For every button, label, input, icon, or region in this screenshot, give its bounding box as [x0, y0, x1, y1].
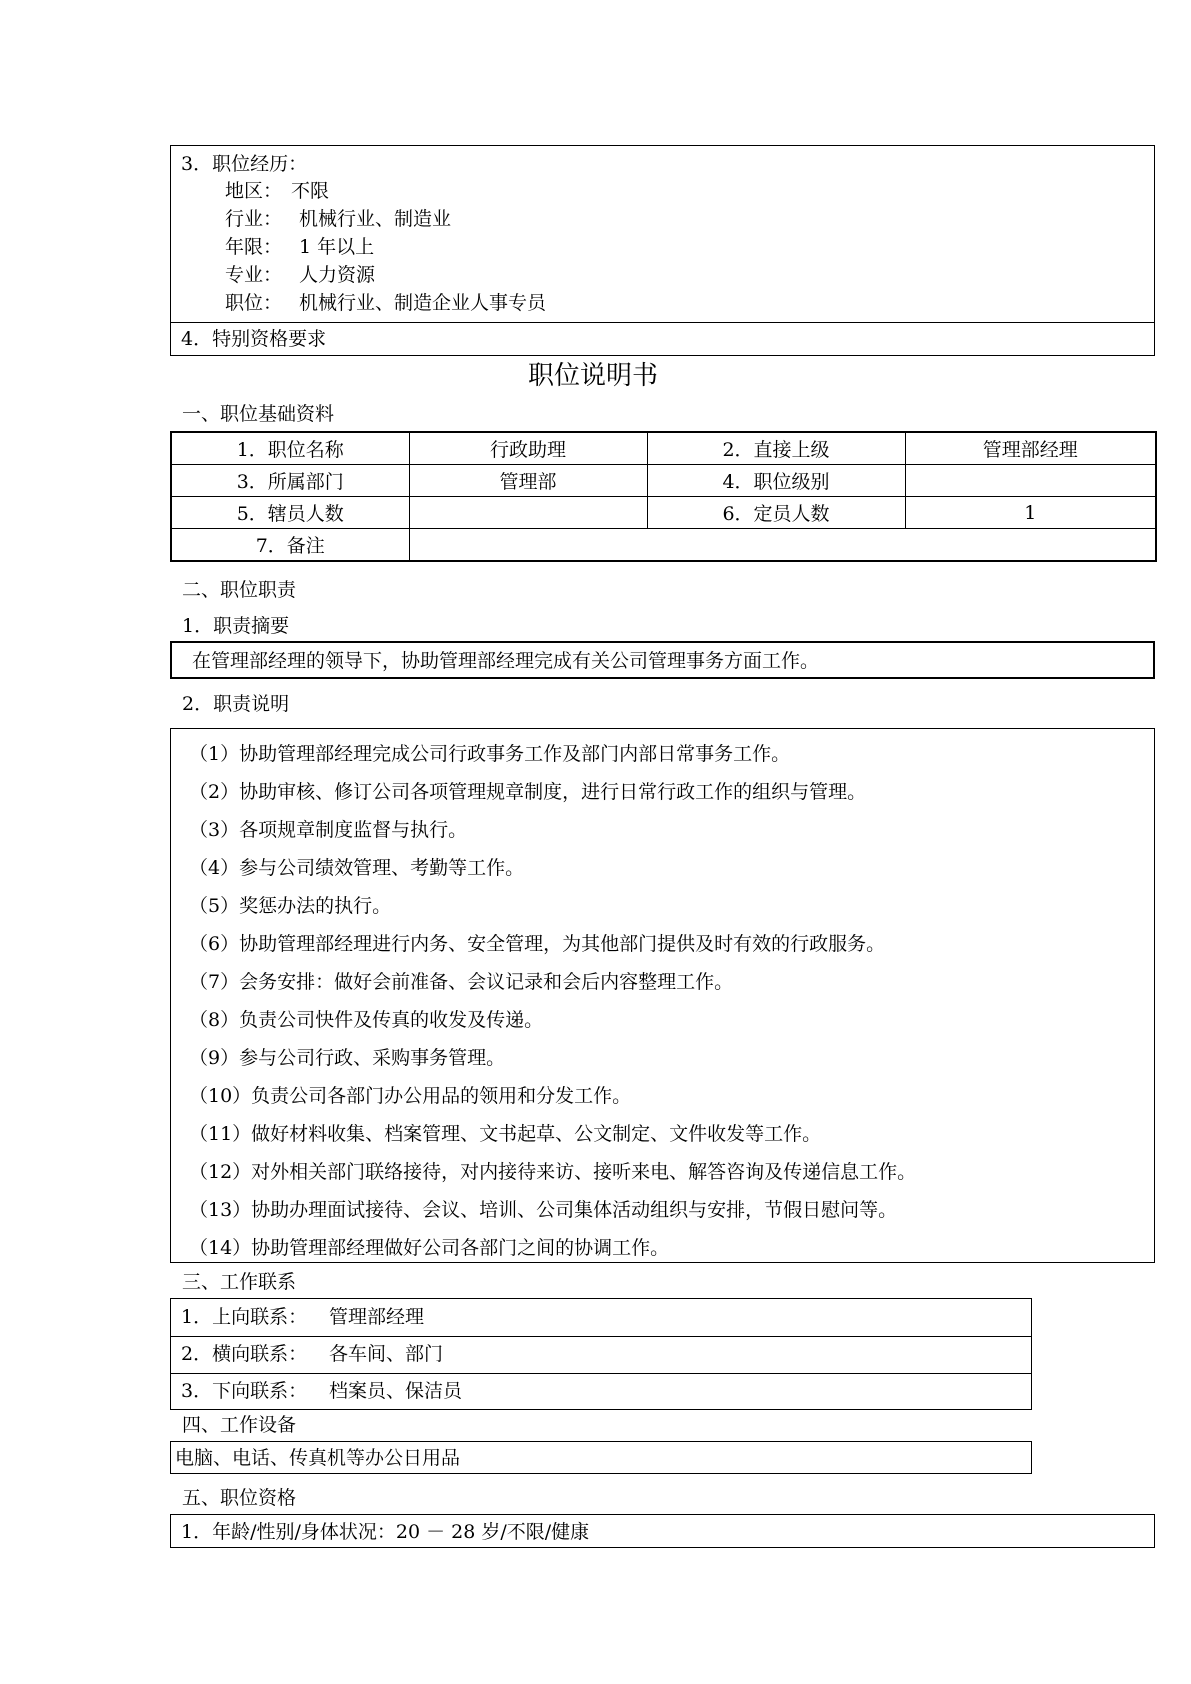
experience-major-value: 人力资源	[299, 264, 376, 286]
field-remark-label: 7．备注	[171, 529, 409, 562]
table-row	[171, 529, 1156, 562]
relation-upward-value: 管理部经理	[329, 1306, 425, 1328]
relation-downward-value: 档案员、保洁员	[329, 1380, 463, 1402]
field-subordinates-label: 5．辖员人数	[171, 497, 409, 529]
table-row	[171, 432, 1156, 465]
basic-info-table	[170, 431, 1157, 562]
relations-divider	[171, 1373, 1031, 1374]
field-supervisor-value: 管理部经理	[905, 432, 1156, 465]
field-department-label: 3．所属部门	[171, 465, 409, 497]
list-item: （1）协助管理部经理完成公司行政事务工作及部门内部日常事务工作。	[189, 743, 791, 765]
field-headcount-value: 1	[905, 497, 1156, 529]
field-supervisor-label: 2．直接上级	[647, 432, 905, 465]
field-position-name-value: 行政助理	[409, 432, 647, 465]
equipment-value: 电脑、电话、传真机等办公日用品	[175, 1447, 461, 1469]
field-headcount-label: 6．定员人数	[647, 497, 905, 529]
relations-divider	[171, 1336, 1031, 1337]
special-requirement: 4．特别资格要求	[181, 328, 327, 350]
experience-region-label: 地区：	[225, 180, 283, 202]
table-row	[171, 465, 1156, 497]
experience-title: 3．职位经历：	[181, 153, 308, 175]
list-item: （9）参与公司行政、采购事务管理。	[189, 1047, 506, 1069]
list-item: （7）会务安排：做好会前准备、会议记录和会后内容整理工作。	[189, 971, 734, 993]
field-department-value: 管理部	[409, 465, 647, 497]
section-relations-title: 三、工作联系	[182, 1271, 297, 1293]
relation-horizontal-label: 2．横向联系：	[181, 1343, 308, 1365]
experience-position-value: 机械行业、制造企业人事专员	[299, 292, 547, 314]
experience-box	[170, 145, 1155, 356]
list-item: （5）奖惩办法的执行。	[189, 895, 392, 917]
equipment-box	[170, 1441, 1032, 1474]
field-position-name-label: 1．职位名称	[171, 432, 409, 465]
page-title: 职位说明书	[528, 361, 659, 391]
relation-upward-label: 1．上向联系：	[181, 1306, 308, 1328]
experience-industry-value: 机械行业、制造业	[299, 208, 452, 230]
field-subordinates-value	[409, 497, 647, 529]
section-basic-info-title: 一、职位基础资料	[182, 403, 335, 425]
list-item: （13）协助办理面试接待、会议、培训、公司集体活动组织与安排，节假日慰问等。	[189, 1199, 898, 1221]
list-item: （10）负责公司各部门办公用品的领用和分发工作。	[189, 1085, 632, 1107]
duty-summary-title: 1．职责摘要	[182, 615, 290, 637]
qualification-age-gender-health: 1．年龄/性别/身体状况：20 － 28 岁/不限/健康	[181, 1521, 590, 1543]
list-item: （12）对外相关部门联络接待，对内接待来访、接听来电、解答咨询及传递信息工作。	[189, 1161, 917, 1183]
list-item: （2）协助审核、修订公司各项管理规章制度，进行日常行政工作的组织与管理。	[189, 781, 867, 803]
section-qualification-title: 五、职位资格	[182, 1487, 297, 1509]
experience-major-label: 专业：	[225, 264, 283, 286]
section-equipment-title: 四、工作设备	[182, 1414, 297, 1436]
duty-detail-box	[170, 728, 1155, 1263]
relation-downward-label: 3．下向联系：	[181, 1380, 308, 1402]
list-item: （6）协助管理部经理进行内务、安全管理，为其他部门提供及时有效的行政服务。	[189, 933, 886, 955]
table-row	[171, 497, 1156, 529]
field-remark-value	[409, 529, 1156, 562]
qualification-box	[170, 1514, 1155, 1548]
field-level-label: 4．职位级别	[647, 465, 905, 497]
list-item: （3）各项规章制度监督与执行。	[189, 819, 468, 841]
experience-years-label: 年限：	[225, 236, 283, 258]
field-level-value	[905, 465, 1156, 497]
list-item: （11）做好材料收集、档案管理、文书起草、公文制定、文件收发等工作。	[189, 1123, 822, 1145]
duty-summary-text: 在管理部经理的领导下，协助管理部经理完成有关公司管理事务方面工作。	[192, 650, 820, 672]
experience-years-value: 1 年以上	[299, 236, 375, 258]
experience-divider	[171, 322, 1154, 323]
experience-region-value: 不限	[291, 180, 330, 202]
duty-summary-box	[170, 641, 1155, 679]
experience-position-label: 职位：	[225, 292, 283, 314]
list-item: （4）参与公司绩效管理、考勤等工作。	[189, 857, 525, 879]
experience-industry-label: 行业：	[225, 208, 283, 230]
list-item: （8）负责公司快件及传真的收发及传递。	[189, 1009, 544, 1031]
section-duties-title: 二、职位职责	[182, 579, 297, 601]
relation-horizontal-value: 各车间、部门	[329, 1343, 444, 1365]
list-item: （14）协助管理部经理做好公司各部门之间的协调工作。	[189, 1237, 670, 1259]
relations-box	[170, 1298, 1032, 1410]
duty-detail-title: 2．职责说明	[182, 693, 290, 715]
